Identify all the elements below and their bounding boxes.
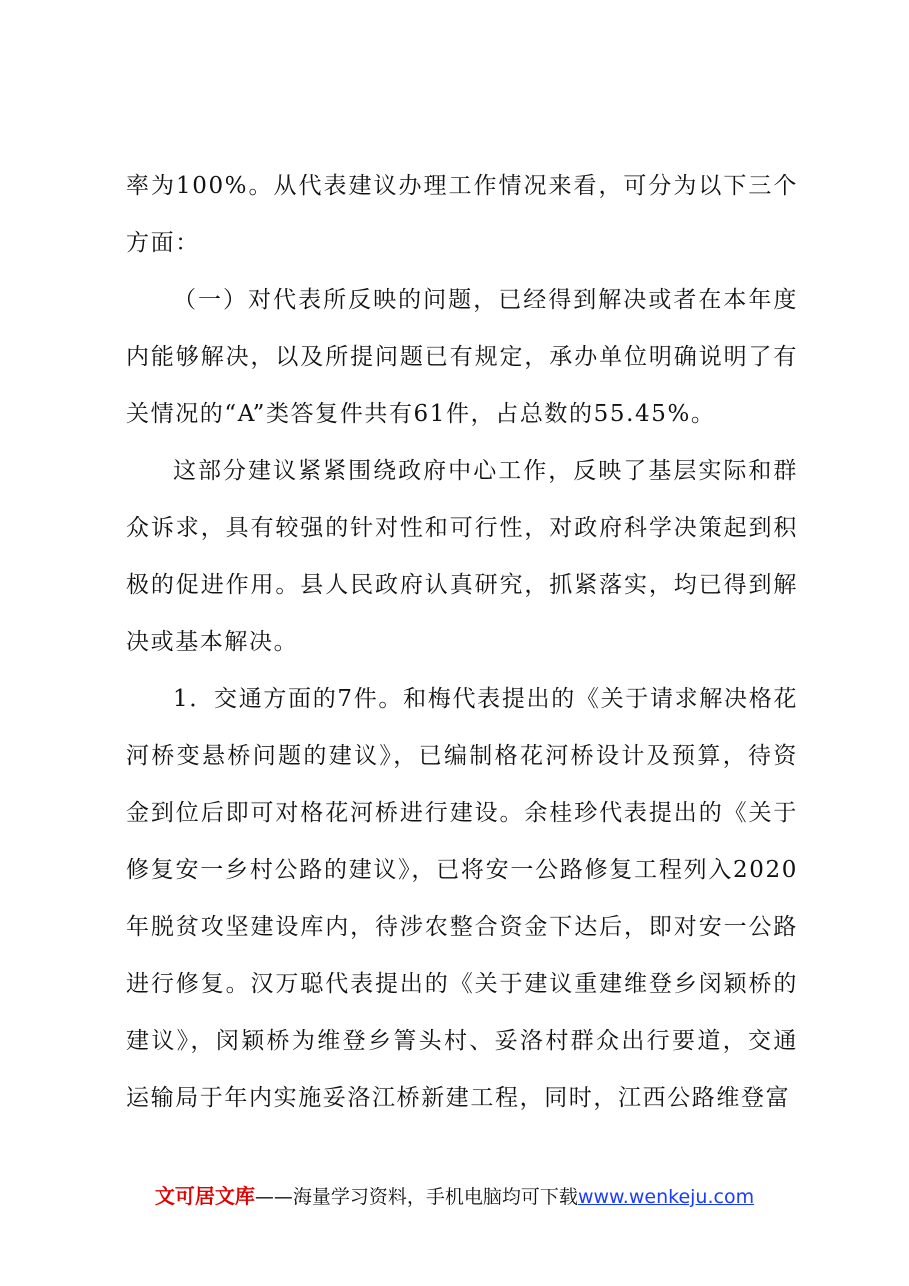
footer-banner	[0, 1182, 909, 1211]
footer-site-link[interactable]: www.wenkeju.com	[577, 1186, 755, 1208]
paragraph-continuation: 率为100%。从代表建议办理工作情况来看，可分为以下三个方面：	[126, 173, 798, 256]
paragraph-section-one: （一）对代表所反映的问题，已经得到解决或者在本年度内能够解决，以及所提问题已有规定，承办单位明确说明了有关情况的“A”类答复件共有61件，占总数的55.45%。	[126, 287, 798, 427]
paragraph-traffic: 1．交通方面的7件。和梅代表提出的《关于请求解决格花河桥变悬桥问题的建议》，已编制格花河桥设计及预算，待资金到位后即可对格花河桥进行建设。余桂珍代表提出的《关于修复安一乡村公路的建议》，已将安一公路修复工程列入2020年脱贫攻坚建设库内，待涉农整合资金下达后，即对安一公路进行修复。汉万聪代表提出的《关于建议重建维登乡闵颖桥的建议》，闵颖桥为维登乡箐头村、妥洛村群众出行要道，交通运输局于年内实施妥洛江桥新建工程，同时，江西公路维登富	[126, 686, 798, 1111]
footer-slogan: ——海量学习资料，手机电脑均可下载	[254, 1186, 578, 1208]
paragraph-summary: 这部分建议紧紧围绕政府中心工作，反映了基层实际和群众诉求，具有较强的针对性和可行性，对政府科学决策起到积极的促进作用。县人民政府认真研究，抓紧落实，均已得到解决或基本解决。	[126, 458, 798, 655]
footer-brand: 文可居文库	[154, 1184, 255, 1208]
